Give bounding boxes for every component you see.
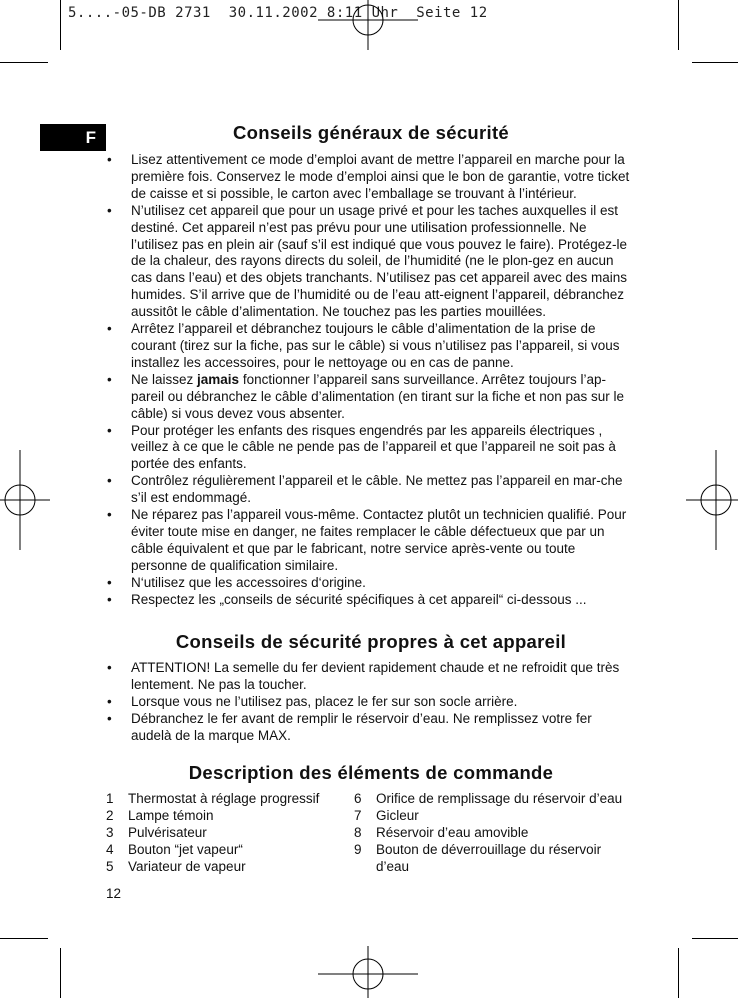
general-safety-list [106, 152, 632, 608]
part-item [106, 808, 346, 825]
list-item: • N’utilisez cet appareil que pour un usage privé et pour les taches auxquelles il est destiné. Cet appareil n’est pas prévu pour une utilisation professionnelle. Ne l’utilisez pas en plein air (sauf s’il est indiqué que vous pouvez le faire). Protégez-le de la chaleur, des rayons directs du soleil, de l’humidité (ne le plon-gez en aucun cas dans l’eau) et des objets tranchants. N’utilisez pas cet appareil avec des mains humides. S’il arrive que de l’humidité ou de l’eau att-eignent l’appareil, débranchez aussitôt le câble d’alimentation. Ne touchez pas les parties mouillées. [106, 203, 632, 321]
registration-mark-top [368, 20, 369, 21]
part-item [106, 791, 346, 808]
part-item [354, 791, 636, 808]
part-number: 7 [354, 807, 362, 823]
crop-mark [692, 938, 738, 939]
page-number: 12 [106, 886, 122, 901]
part-label: Thermostat à réglage progressif [128, 791, 320, 806]
parts-column-right [354, 791, 636, 876]
part-label: Gicleur [376, 807, 419, 823]
print-header: 5....-05-DB 2731 30.11.2002 8:11 Uhr Seite 12 [68, 5, 488, 21]
section-title-general-safety: Conseils généraux de sécurité [232, 122, 510, 143]
part-number: 8 [354, 824, 362, 840]
language-tab: F [40, 124, 106, 151]
crop-mark [678, 948, 679, 998]
list-item: • Lisez attentivement ce mode d’emploi avant de mettre l’appareil en marche pour la première fois. Conservez le mode d’emploi ainsi que le bon de garantie, votre ticket de caisse et si possible, le carton avec l’emballage se trouvant à l’intérieur. [106, 152, 632, 203]
part-number: 5 [106, 858, 114, 874]
part-number: 3 [106, 824, 114, 840]
list-item [106, 372, 632, 423]
part-item [354, 808, 636, 825]
list-item-text: fonctionner l’appareil sans surveillance. Arrêtez toujours l’ap-pareil ou débranchez le câble d’alimentation (en tirant sur la fiche et non pas sur le câble) si vous devez vous absenter. [131, 371, 625, 421]
part-item [106, 859, 346, 876]
crop-mark [678, 0, 679, 50]
part-label: Variateur de vapeur [128, 858, 246, 874]
specific-safety-list [106, 660, 632, 745]
part-item [106, 842, 346, 859]
part-label: Réservoir d’eau amovible [376, 824, 529, 840]
part-number: 6 [354, 791, 362, 806]
part-label: Bouton de déverrouillage du réservoir d’eau [376, 841, 602, 874]
registration-mark-bottom [368, 974, 369, 975]
list-item: • Ne réparez pas l’appareil vous-même. Contactez plutôt un technicien qualifié. Pour éviter toute mise en danger, ne faites remplacer le câble défectueux que par un câble équivalent et que par le fabricant, notre service après-vente ou toute personne de qualification similaire. [106, 507, 632, 575]
crop-mark [0, 938, 48, 939]
list-item: • Arrêtez l’appareil et débranchez toujours le câble d’alimentation de la prise de courant (tirez sur la fiche, pas sur le câble) si vous n’utilisez pas l’appareil, si vous installez les accessoires, pour le nettoyage ou en cas de panne. [106, 321, 632, 372]
list-item: • Débranchez le fer avant de remplir le réservoir d’eau. Ne remplissez votre fer audelà de la marque MAX. [106, 711, 632, 745]
list-item: • Contrôlez régulièrement l’appareil et le câble. Ne mettez pas l’appareil en mar-che s’il est endommagé. [106, 473, 632, 507]
emphasis-text: jamais [197, 371, 240, 387]
part-label: Bouton “jet vapeur“ [128, 841, 243, 857]
crop-mark [60, 948, 61, 998]
part-label: Orifice de remplissage du réservoir d’eau [376, 791, 623, 806]
list-item: • Respectez les „conseils de sécurité spécifiques à cet appareil“ ci-dessous ... [106, 592, 632, 609]
list-item: • Lorsque vous ne l’utilisez pas, placez le fer sur son socle arrière. [106, 694, 632, 711]
part-label: Lampe témoin [128, 807, 214, 823]
section-title-controls: Description des éléments de commande [188, 762, 554, 783]
part-number: 4 [106, 841, 114, 857]
list-item: • N‘utilisez que les accessoires d‘origine. [106, 575, 632, 592]
crop-mark [0, 62, 48, 63]
registration-mark-right [716, 500, 717, 501]
crop-mark [692, 62, 738, 63]
list-item-text: Ne laissez [131, 371, 198, 387]
part-number: 2 [106, 807, 114, 823]
part-number: 9 [354, 841, 362, 857]
part-number: 1 [106, 791, 114, 806]
part-item [354, 825, 636, 842]
parts-column-left [106, 791, 346, 876]
section-title-specific-safety: Conseils de sécurité propres à cet appareil [175, 631, 567, 652]
part-label: Pulvérisateur [128, 824, 207, 840]
part-item [354, 842, 636, 876]
crop-mark [60, 0, 61, 50]
part-item [106, 825, 346, 842]
list-item: • ATTENTION! La semelle du fer devient rapidement chaude et ne refroidit que très lentement. Ne pas la toucher. [106, 660, 632, 694]
list-item: • Pour protéger les enfants des risques engendrés par les appareils électriques , veillez à ce que le câble ne pende pas de l’appareil et que l’appareil ne soit pas à portée des enfants. [106, 423, 632, 474]
registration-mark-left [20, 500, 21, 501]
